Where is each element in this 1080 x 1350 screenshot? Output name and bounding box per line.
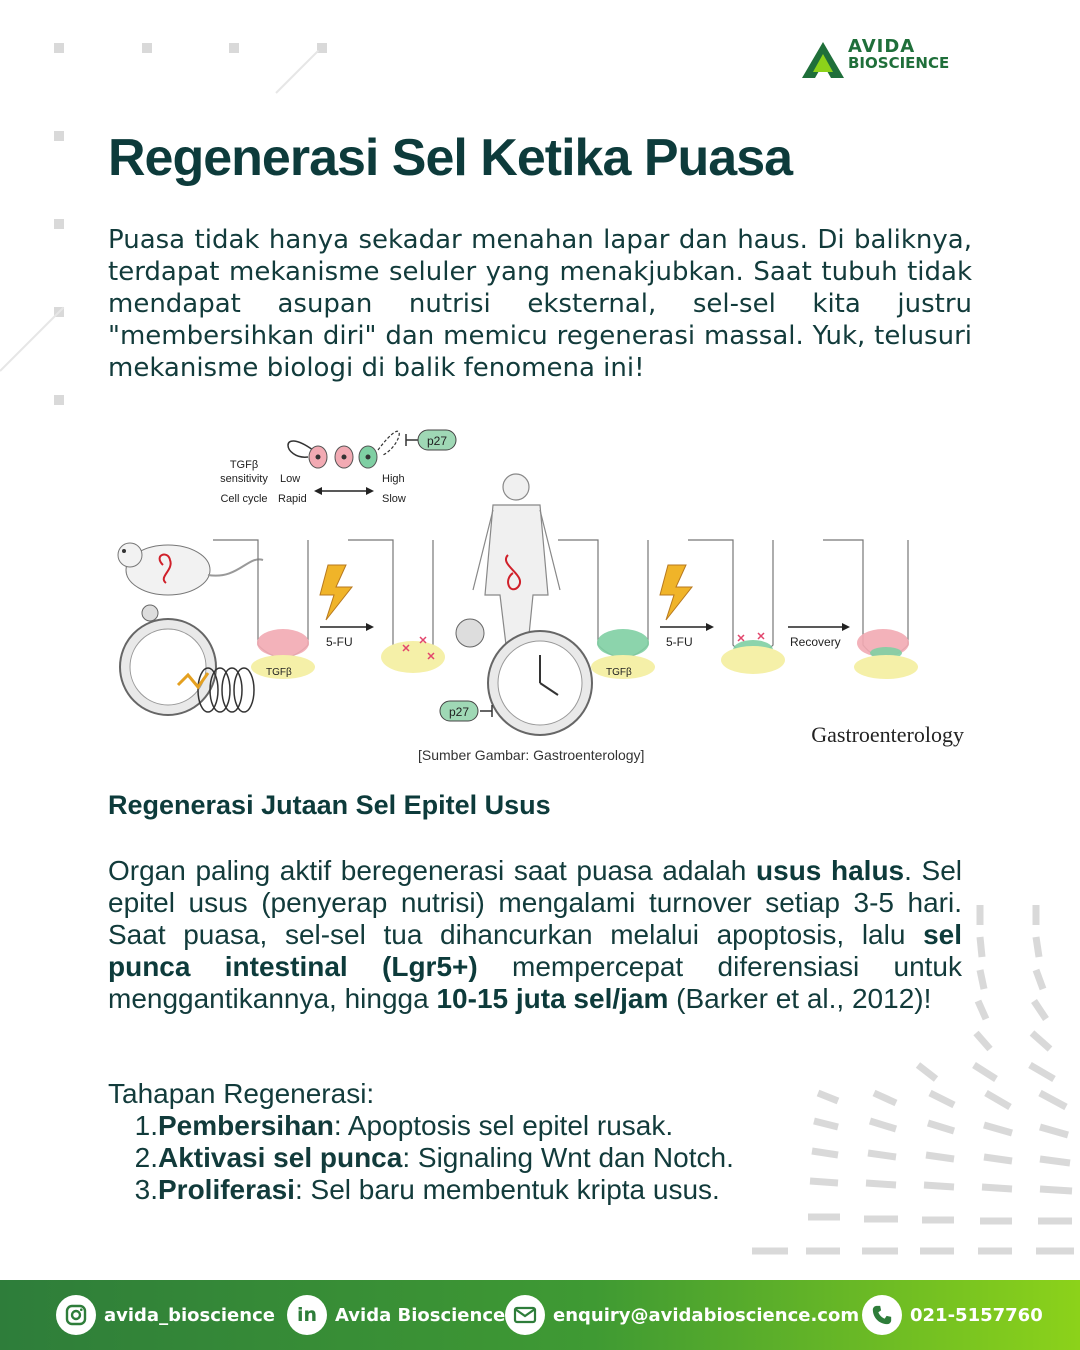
label-p27-top: p27 <box>426 434 448 448</box>
decor-line <box>275 50 319 94</box>
label-p27-bottom: p27 <box>448 705 470 719</box>
figure-illustration <box>108 405 972 750</box>
footer-linkedin[interactable] <box>287 1294 505 1336</box>
bold-juta-sel: 10-15 juta sel/jam <box>436 983 669 1014</box>
page-title: Regenerasi Sel Ketika Puasa <box>108 129 793 187</box>
step-item: 1.Pembersihan: Apoptosis sel epitel rusak. <box>134 1110 674 1141</box>
decor-square <box>54 219 64 229</box>
label-sensitivity: sensitivity <box>220 473 268 485</box>
avida-logo <box>800 38 1000 82</box>
intro-paragraph: Puasa tidak hanya sekadar menahan lapar dan haus. Di baliknya, terdapat mekanisme seluler yang menakjubkan. Saat tubuh tidak mendapat asupan nutrisi eksternal, sel-sel kita justru "membersihkan diri" dan memicu regenerasi massal. Yuk, telusuri mekanisme biologi di balik fenomena ini! <box>108 225 972 383</box>
figure-caption: [Sumber Gambar: Gastroenterology] <box>418 747 645 763</box>
decor-square <box>54 395 64 405</box>
gut-regeneration-figure <box>108 405 972 750</box>
paragraph-text-3: mempercepat diferensiasi untuk menggantikannya, hingga <box>108 951 962 1014</box>
decor-square <box>229 43 239 53</box>
step-item: 3.Proliferasi: Sel baru membentuk kripta usus. <box>134 1174 720 1205</box>
label-tgf-crypt-1: TGFβ <box>266 667 292 678</box>
label-recovery: Recovery <box>790 635 841 649</box>
decor-line <box>0 307 64 372</box>
label-low: Low <box>280 473 301 485</box>
bold-usus-halus: usus halus <box>756 855 905 886</box>
instagram-icon <box>56 1295 96 1335</box>
label-rapid: Rapid <box>278 493 307 505</box>
instagram-handle: avida_bioscience <box>104 1304 275 1326</box>
footer-instagram[interactable] <box>56 1294 275 1336</box>
label-slow: Slow <box>382 493 406 505</box>
decor-square <box>54 43 64 53</box>
steps-list <box>128 1110 734 1206</box>
label-5fu-1: 5-FU <box>326 635 353 649</box>
footer-email[interactable] <box>505 1294 859 1336</box>
clock-left-illustration <box>120 605 254 715</box>
logo-line-2: BIOSCIENCE <box>848 54 950 72</box>
steps-title: Tahapan Regenerasi: <box>108 1078 375 1109</box>
phone-icon <box>862 1295 902 1335</box>
decor-square <box>54 131 64 141</box>
paragraph-text-2: . Sel epitel usus (penyerap nutrisi) mengalami turnover setiap 3-5 hari. Saat puasa, sel-sel tua dihancurkan melalui apoptosis, lalu <box>108 855 962 950</box>
paragraph-text-1: Organ paling aktif beregenerasi saat puasa adalah <box>108 855 757 886</box>
avida-logo-icon <box>800 40 846 80</box>
section-paragraph <box>108 855 962 1015</box>
label-cell-cycle: Cell cycle <box>220 493 268 505</box>
phone-number: 021-5157760 <box>910 1304 1043 1326</box>
mouse-illustration <box>118 543 263 595</box>
label-tgf-crypt-2: TGFβ <box>606 667 632 678</box>
label-5fu-2: 5-FU <box>666 635 693 649</box>
footer-phone[interactable] <box>862 1294 1043 1336</box>
clock-center-illustration <box>456 619 592 735</box>
label-high: High <box>382 473 405 485</box>
journal-logo: Gastroenterology <box>811 722 964 747</box>
logo-line-1: AVIDA <box>848 36 916 57</box>
bold-sel-punca: sel punca intestinal (Lgr5+) <box>108 919 962 982</box>
human-illustration <box>473 474 560 645</box>
linkedin-name: Avida Bioscience <box>335 1304 506 1326</box>
footer-bar <box>0 1280 1080 1350</box>
decor-square <box>142 43 152 53</box>
email-address: enquiry@avidabioscience.com <box>553 1304 860 1326</box>
section-heading: Regenerasi Jutaan Sel Epitel Usus <box>108 790 551 820</box>
label-tgf: TGFβ <box>229 459 259 471</box>
paragraph-text-4: (Barker et al., 2012)! <box>668 983 932 1014</box>
step-item: 2.Aktivasi sel punca: Signaling Wnt dan Notch. <box>134 1142 734 1173</box>
mail-icon <box>505 1295 545 1335</box>
linkedin-icon: in <box>287 1295 327 1335</box>
